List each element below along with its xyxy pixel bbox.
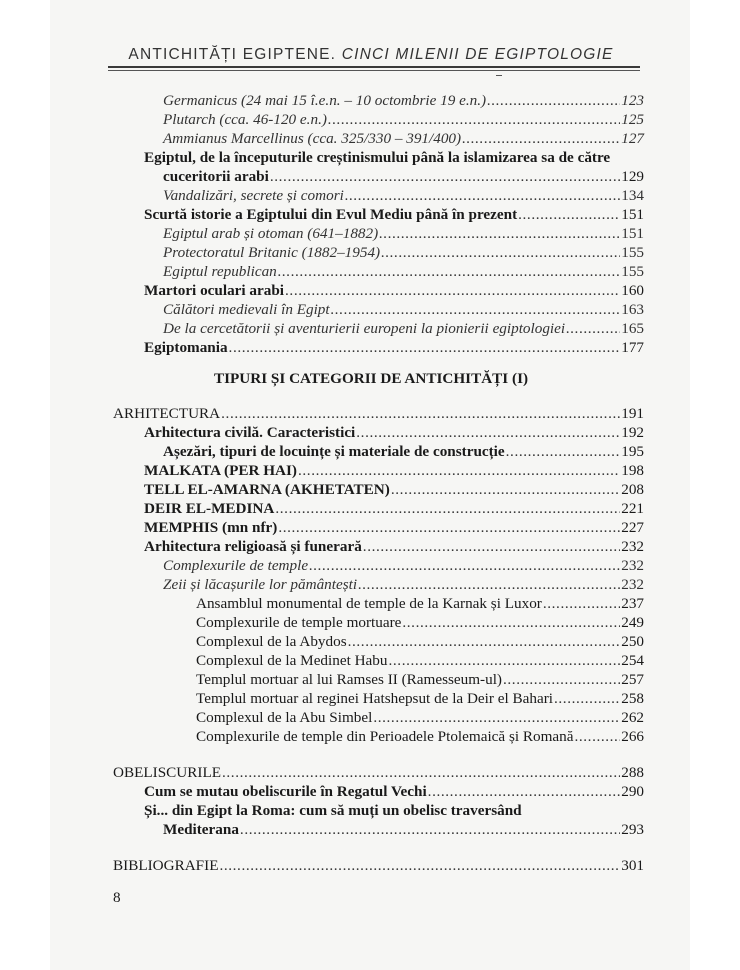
header-rule	[108, 66, 640, 68]
header-rule-thin	[108, 70, 640, 71]
toc-entry-abydos[interactable]: Complexul de la Abydos ..... 250	[196, 633, 644, 651]
toc-entry-zeii[interactable]: Zeii și lăcașurile lor pământești ..... 232	[163, 576, 644, 594]
toc-entry-mediterana[interactable]: Mediterana ..... 293	[163, 821, 644, 839]
toc-entry-protectoratul[interactable]: Protectoratul Britanic (1882–1954) ..... 155	[163, 244, 644, 262]
toc-entry-deir-el-medina[interactable]: DEIR EL-MEDINA ..... 221	[144, 500, 644, 518]
toc-entry-cercetatorii[interactable]: De la cercetătorii și aventurierii europeni la pionierii egiptologiei ..... 165	[163, 320, 644, 338]
toc-entry-egiptul-arab[interactable]: Egiptul arab și otoman (641–1882) ..... 151	[163, 225, 644, 243]
toc-entry-scurta-istorie[interactable]: Scurtă istorie a Egiptului din Evul Mediu până în prezent ..... 151	[144, 206, 644, 224]
toc-entry-germanicus[interactable]: Germanicus (24 mai 15 î.e.n. – 10 octombrie 19 e.n.) ..... 123	[163, 92, 644, 110]
toc-entry-ramesseum[interactable]: Templul mortuar al lui Ramses II (Ramesseum-ul) ..... 257	[196, 671, 644, 689]
toc-entry-ammianus[interactable]: Ammianus Marcellinus (cca. 325/330 – 391/400) ..... 127	[163, 130, 644, 148]
toc-entry-regatul-vechi[interactable]: Cum se mutau obeliscurile în Regatul Vechi ..... 290	[144, 783, 644, 801]
toc-entry-memphis[interactable]: MEMPHIS (mn nfr) ..... 227	[144, 519, 644, 537]
toc-entry-malkata[interactable]: MALKATA (PER HAI) ..... 198	[144, 462, 644, 480]
toc-entry-egiptul-crestinism-line1[interactable]: Egiptul, de la începuturile creștinismului până la islamizarea sa de către	[144, 149, 611, 166]
toc-entry-bibliografie[interactable]: BIBLIOGRAFIE ..... 301	[113, 857, 644, 875]
toc-entry-arhitectura-religioasa[interactable]: Arhitectura religioasă și funerară ..... 232	[144, 538, 644, 556]
header-mark	[496, 75, 502, 76]
toc-entry-hatshepsut[interactable]: Templul mortuar al reginei Hatshepsut de la Deir el Bahari ..... 258	[196, 690, 644, 708]
toc-entry-arhitectura[interactable]: ARHITECTURA ..... 191	[113, 405, 644, 423]
toc-entry-egiptul-republican[interactable]: Egiptul republican ..... 155	[163, 263, 644, 281]
toc-entry-egiptul-crestinism[interactable]: cuceritorii arabi ..... 129	[163, 168, 644, 186]
page-number: 8	[113, 889, 121, 906]
header-subtitle: CINCI MILENII DE EGIPTOLOGIE	[341, 46, 614, 63]
toc-entry-egiptomania[interactable]: Egiptomania ..... 177	[144, 339, 644, 357]
toc-entry-complexurile-de-temple[interactable]: Complexurile de temple ..... 232	[163, 557, 644, 575]
toc-entry-plutarch[interactable]: Plutarch (cca. 46-120 e.n.) ..... 125	[163, 111, 644, 129]
toc-entry-medinet-habu[interactable]: Complexul de la Medinet Habu ..... 254	[196, 652, 644, 670]
toc-entry-ptolemaica-romana[interactable]: Complexurile de temple din Perioadele Ptolemaică și Romană ..... 266	[196, 728, 644, 746]
header-main: ANTICHITĂȚI EGIPTENE.	[128, 46, 342, 63]
toc-entry-martori[interactable]: Martori oculari arabi ..... 160	[144, 282, 644, 300]
toc-entry-tell-el-amarna[interactable]: TELL EL-AMARNA (AKHETATEN) ..... 208	[144, 481, 644, 499]
toc-entry-vandalizari[interactable]: Vandalizări, secrete și comori ..... 134	[163, 187, 644, 205]
toc-entry-calatori[interactable]: Călători medievali în Egipt ..... 163	[163, 301, 644, 319]
toc-entry-abu-simbel[interactable]: Complexul de la Abu Simbel ..... 262	[196, 709, 644, 727]
toc-entry-obeliscurile[interactable]: OBELISCURILE ..... 288	[113, 764, 644, 782]
running-header	[52, 46, 690, 64]
section-title: TIPURI ȘI CATEGORII DE ANTICHITĂȚI (I)	[213, 370, 529, 387]
page-margin-right	[690, 0, 740, 970]
toc-entry-arhitectura-civila[interactable]: Arhitectura civilă. Caracteristici ..... 192	[144, 424, 644, 442]
page-margin-left	[0, 0, 50, 970]
toc-entry-temple-mortuare[interactable]: Complexurile de temple mortuare ..... 249	[196, 614, 644, 632]
toc-entry-roma-line1[interactable]: Și... din Egipt la Roma: cum să muți un obelisc traversând	[144, 802, 522, 819]
toc-entry-karnak[interactable]: Ansamblul monumental de temple de la Karnak și Luxor ..... 237	[196, 595, 644, 613]
toc-entry-asezari[interactable]: Așezări, tipuri de locuințe și materiale de construcție ..... 195	[163, 443, 644, 461]
